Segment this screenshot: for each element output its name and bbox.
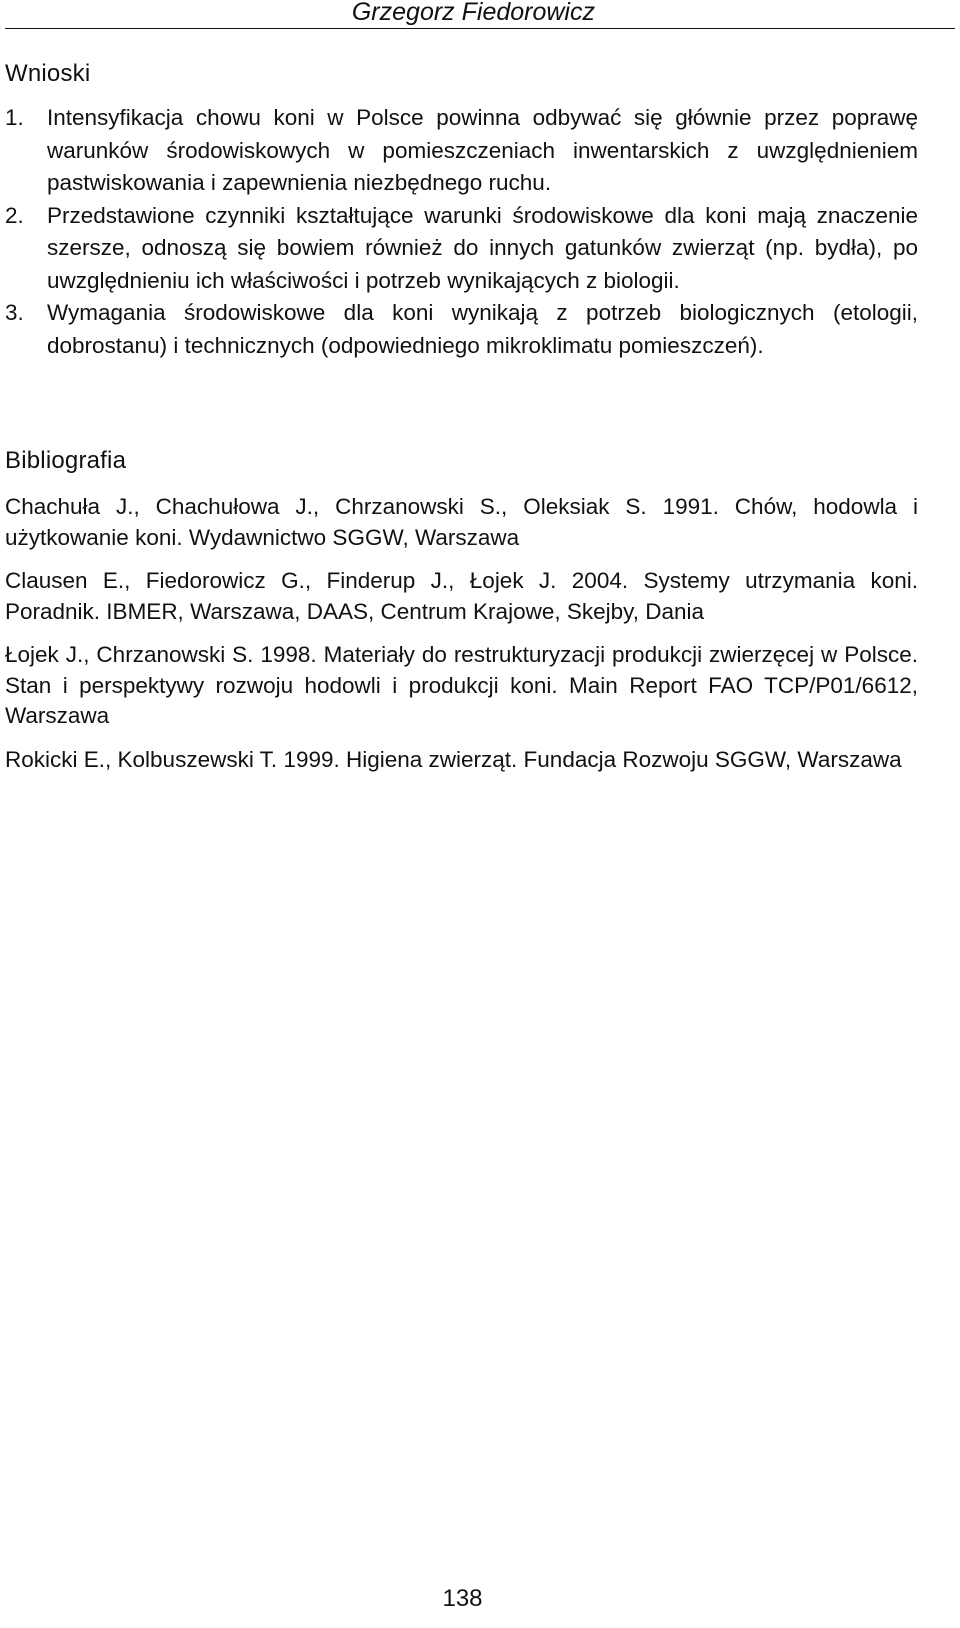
- conclusions-heading: Wnioski: [5, 60, 91, 87]
- conclusions-list: [5, 102, 918, 362]
- bibliography-list: [5, 492, 918, 788]
- header-author: Grzegorz Fiedorowicz: [351, 0, 595, 26]
- bibliography-entry: Łojek J., Chrzanowski S. 1998. Materiały do restrukturyzacji produkcji zwierzęcej w Polsce. Stan i perspektywy rozwoju hodowli i produkcji koni. Main Report FAO TCP/P01/6612, Warszawa: [5, 642, 918, 728]
- page-number: 138: [442, 1585, 483, 1612]
- conclusion-item: [5, 297, 918, 362]
- conclusion-item: [5, 200, 918, 298]
- bibliography-heading: Bibliografia: [5, 447, 127, 474]
- bibliography-entry: Chachuła J., Chachułowa J., Chrzanowski S., Oleksiak S. 1991. Chów, hodowla i użytkowanie koni. Wydawnictwo SGGW, Warszawa: [5, 494, 918, 550]
- running-header: [5, 0, 955, 29]
- conclusion-number: 1.: [5, 105, 24, 130]
- bibliography-entry: Clausen E., Fiedorowicz G., Finderup J., Łojek J. 2004. Systemy utrzymania koni. Poradnik. IBMER, Warszawa, DAAS, Centrum Krajowe, Skejby, Dania: [5, 568, 918, 624]
- conclusion-text: Intensyfikacja chowu koni w Polsce powinna odbywać się głównie przez poprawę warunków środowiskowych w pomieszczeniach inwentarskich z uwzględnieniem pastwiskowania i zapewnienia niezbędnego ruchu.: [47, 105, 918, 195]
- conclusion-number: 3.: [5, 300, 24, 325]
- conclusion-text: Wymagania środowiskowe dla koni wynikają z potrzeb biologicznych (etologii, dobrostanu) i technicznych (odpowiedniego mikroklimatu pomieszczeń).: [47, 300, 918, 358]
- conclusion-number: 2.: [5, 202, 24, 228]
- conclusion-text: Przedstawione czynniki kształtujące warunki środowiskowe dla koni mają znaczenie szersze, odnoszą się bowiem również do innych gatunków zwierząt (np. bydła), po uwzględnieniu ich właściwości i potrzeb wynikających z biologii.: [47, 202, 918, 293]
- bibliography-entry: Rokicki E., Kolbuszewski T. 1999. Higiena zwierząt. Fundacja Rozwoju SGGW, Warszawa: [5, 746, 902, 772]
- conclusion-item: [5, 102, 918, 200]
